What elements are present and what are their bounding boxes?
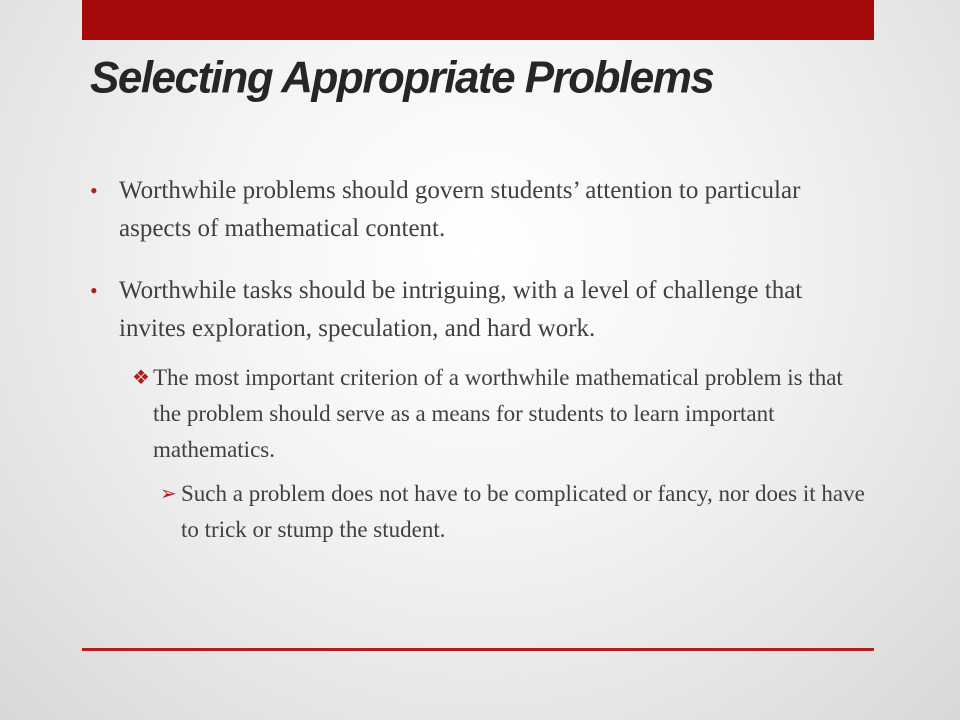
bullet-text: Worthwhile problems should govern students’ attention to particular aspects of mathematical content.	[119, 177, 801, 242]
diamond-bullet-icon: ❖	[132, 367, 150, 389]
sub-bullet-text: The most important criterion of a worthwhile mathematical problem is that the problem should serve as a means for students to learn important mathematics.	[153, 365, 843, 462]
top-accent-bar	[82, 0, 874, 40]
sub-sub-bullet-text: Such a problem does not have to be complicated or fancy, nor does it have to trick or stump the student.	[181, 481, 865, 542]
slide-body	[90, 172, 870, 548]
bottom-divider	[82, 648, 874, 651]
sub-bullet-item	[132, 360, 870, 468]
bullet-dot-icon: •	[90, 178, 98, 203]
bullet-text: Worthwhile tasks should be intriguing, with a level of challenge that invites exploration, speculation, and hard work.	[119, 277, 803, 342]
sub-sub-bullet-item	[160, 476, 870, 548]
slide-title: Selecting Appropriate Problems	[90, 52, 714, 103]
bullet-item	[90, 272, 870, 348]
arrow-bullet-icon: ➢	[160, 483, 177, 505]
bullet-dot-icon: •	[90, 278, 98, 303]
bullet-item	[90, 172, 870, 248]
